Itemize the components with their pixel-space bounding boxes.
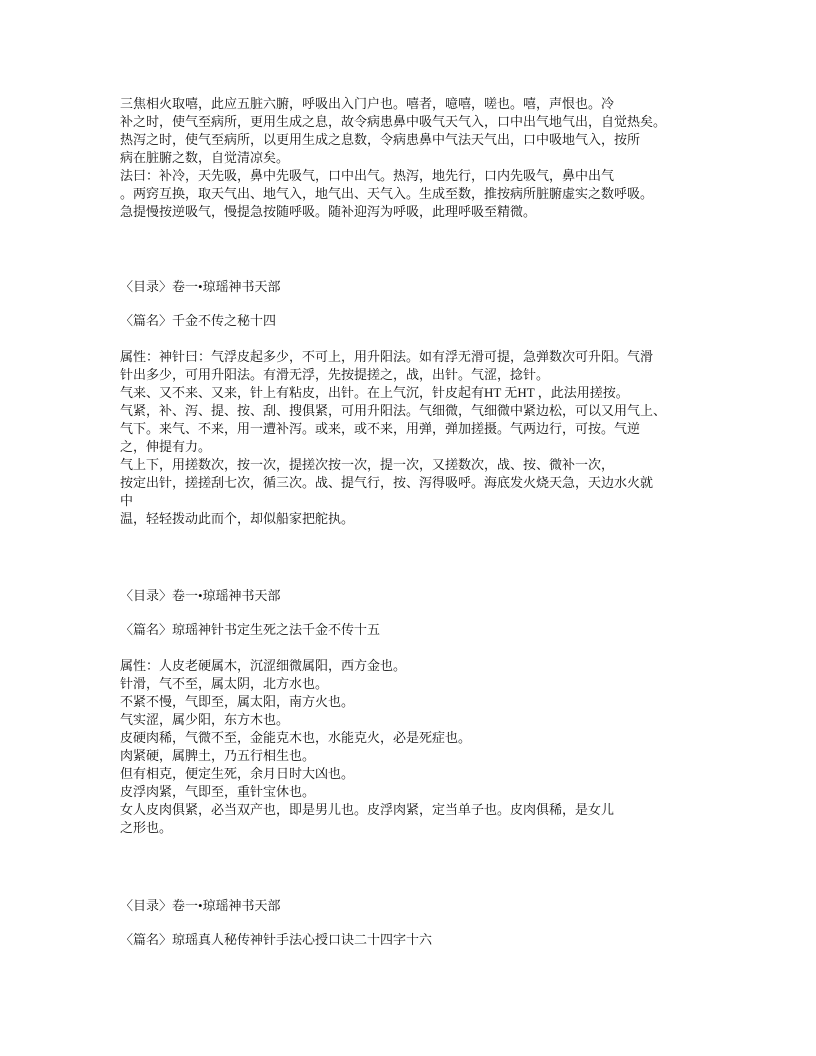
text-line: 之，伸提有力。 xyxy=(120,439,212,454)
text-line: 不紧不慢，气即至，属太阳，南方火也。 xyxy=(120,694,355,709)
text-line: 法曰：补冷，天先吸，鼻中先吸气，口中出气。热泻，地先行，口内先吸气，鼻中出气 xyxy=(120,168,615,183)
catalog-heading: 〈目录〉卷一•琼瑶神书天部 xyxy=(120,279,281,294)
text-line: 中 xyxy=(120,493,134,508)
text-line: 属性：神针曰：气浮皮起多少，不可上，用升阳法。如有浮无滑可提，急弹数次可升阳。气滑 xyxy=(120,349,654,364)
text-line: 气实涩，属少阳，东方木也。 xyxy=(120,712,290,727)
paragraph-intro xyxy=(120,95,666,221)
text-line: 针滑，气不至，属太阴，北方水也。 xyxy=(120,676,329,691)
section-body xyxy=(120,657,614,837)
section-title: 〈篇名〉千金不传之秘十四 xyxy=(120,313,277,328)
catalog-heading: 〈目录〉卷一•琼瑶神书天部 xyxy=(120,898,281,913)
section-title: 〈篇名〉琼瑶真人秘传神针手法心授口诀二十四字十六 xyxy=(120,932,433,947)
text-line: 。两窍互换，取天气出、地气入，地气出、天气入。生成至数，推按病所脏腑虚实之数呼吸。 xyxy=(120,186,654,201)
text-line: 补之时，使气至病所，更用生成之息，故令病患鼻中吸气天气入，口中出气地气出，自觉热矣。 xyxy=(120,114,667,129)
text-line: 气下。来气、不来，用一遭补泻。或来，或不来，用弹，弹加搓摄。气两边行，可按。气逆 xyxy=(120,421,641,436)
text-line: 肉紧硬，属脾土，乃五行相生也。 xyxy=(120,748,316,763)
text-line: 气上下，用搓数次，按一次，提搓次按一次，提一次，又搓数次，战、按、微补一次， xyxy=(120,457,615,472)
text-line: 针出多少，可用升阳法。有滑无浮，先按提搓之，战，出针。气涩，捻针。 xyxy=(120,367,550,382)
text-line: 三焦相火取嘻，此应五脏六腑，呼吸出入门户也。嘻者，噫嘻，嗟也。嘻，声恨也。冷 xyxy=(120,96,615,111)
text-line: 气紧，补、泻、提、按、刮、搜俱紧，可用升阳法。气细微，气细微中紧边松，可以又用气上、 xyxy=(120,403,667,418)
text-line: 皮浮肉紧，气即至，重针宝休也。 xyxy=(120,784,316,799)
text-line: 但有相克，便定生死，余月日时大凶也。 xyxy=(120,766,355,781)
text-line: 皮硬肉稀，气微不至，金能克木也，水能克火，必是死症也。 xyxy=(120,730,472,745)
text-line: 急提慢按逆吸气，慢提急按随呼吸。随补迎泻为呼吸，此理呼吸至精微。 xyxy=(120,204,537,219)
text-line: 热泻之时，使气至病所，以更用生成之息数，令病患鼻中气法天气出，口中吸地气入，按所 xyxy=(120,132,641,147)
text-line: 属性：人皮老硬属木，沉涩细微属阳，西方金也。 xyxy=(120,658,407,673)
text-line: 温，轻轻拨动此而个，却似船家把舵执。 xyxy=(120,511,355,526)
section-title: 〈篇名〉琼瑶神针书定生死之法千金不传十五 xyxy=(120,622,381,637)
section-body xyxy=(120,348,666,528)
text-line: 病在脏腑之数，自觉清凉矣。 xyxy=(120,150,290,165)
text-line: 按定出针，搓搓刮七次，循三次。战、提气行，按、泻得吸呼。海底发火烧天急，天边水火就 xyxy=(120,475,654,490)
text-line: 气来、又不来、又来，针上有粘皮，出针。在上气沉，针皮起有HT 无HT ，此法用搓按。 xyxy=(120,385,629,400)
catalog-heading: 〈目录〉卷一•琼瑶神书天部 xyxy=(120,588,281,603)
text-line: 之形也。 xyxy=(120,820,173,835)
text-line: 女人皮肉俱紧，必当双产也，即是男儿也。皮浮肉紧，定当单子也。皮肉俱稀，是女儿 xyxy=(120,802,615,817)
